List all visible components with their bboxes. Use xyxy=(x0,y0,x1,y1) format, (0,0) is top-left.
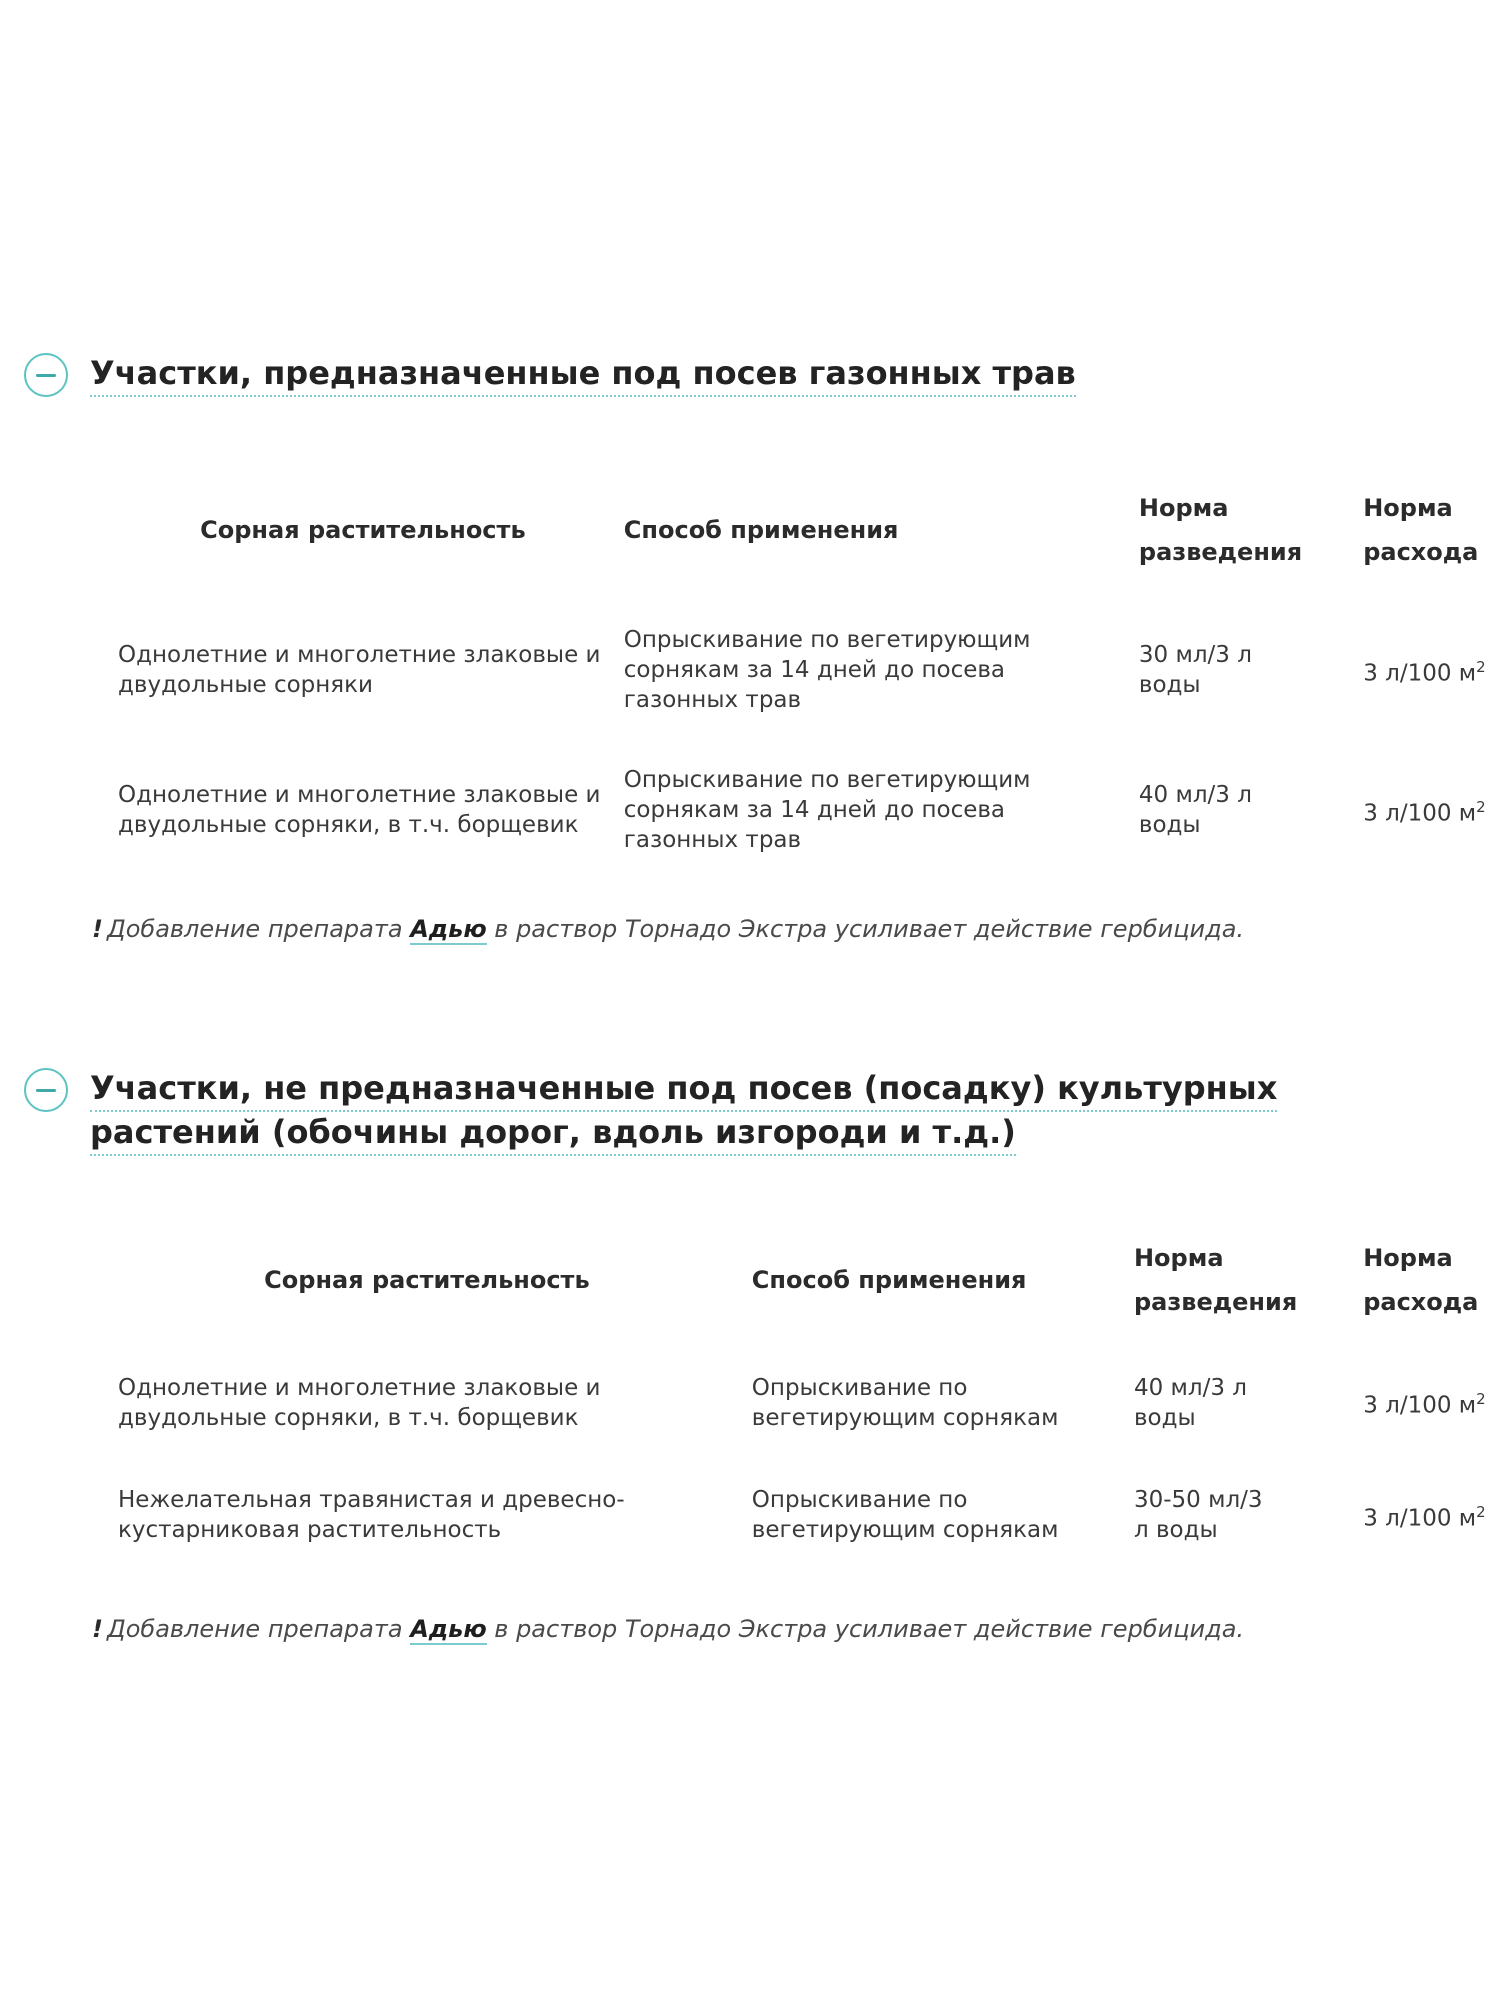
usage-table xyxy=(110,1215,1500,1570)
collapse-minus-icon[interactable] xyxy=(24,1068,68,1112)
table-row xyxy=(110,740,1500,880)
table-row xyxy=(110,600,1500,740)
cell-weeds: Однолетние и многолетние злаковые и двудольные сорняки xyxy=(118,642,601,698)
cell-rate: 3 л/100 $м^2$ xyxy=(1363,657,1486,687)
note-text: ! Добавление препарата Адью в раствор Торнадо Экстра усиливает действие гербицида. xyxy=(92,915,1245,943)
cell-rate: 3 л/100 $м^2$ xyxy=(1363,1390,1486,1419)
adyu-link[interactable]: Адью xyxy=(410,915,487,943)
cell-dilution: 30 мл/3 л воды xyxy=(1138,642,1252,698)
section-lawn-areas xyxy=(0,345,1500,943)
cell-dilution: 40 мл/3 л воды xyxy=(1138,782,1252,838)
adyu-link[interactable]: Адью xyxy=(410,1615,487,1643)
table-row xyxy=(110,1345,1500,1460)
cell-method: Опрыскивание по вегетирующим сорнякам за 14 дней до посева газонных трав xyxy=(623,767,1031,853)
cell-method: Опрыскивание по вегетирующим сорнякам xyxy=(751,1487,1059,1543)
cell-rate: 3 л/100 $м^2$ xyxy=(1363,797,1486,827)
column-header-method: Способ применения xyxy=(751,1266,1027,1294)
cell-dilution: 40 мл/3 л воды xyxy=(1133,1374,1247,1431)
exclamation-icon: ! xyxy=(92,915,103,943)
cell-weeds: Нежелательная травянистая и древесно-кустарниковая растительность xyxy=(118,1487,625,1543)
cell-weeds: Однолетние и многолетние злаковые и двудольные сорняки, в т.ч. борщевик xyxy=(118,782,601,838)
section-title: Участки, предназначенные под посев газонных трав xyxy=(90,351,1390,395)
cell-weeds: Однолетние и многолетние злаковые и двудольные сорняки, в т.ч. борщевик xyxy=(118,1374,601,1431)
column-header-dilution: Норма разведения xyxy=(1133,1244,1298,1316)
column-header-method: Способ применения xyxy=(623,516,899,544)
column-header-dilution: Норма разведения xyxy=(1138,494,1303,566)
cell-dilution: 30-50 мл/3 л воды xyxy=(1133,1487,1263,1543)
note-text: ! Добавление препарата Адью в раствор Торнадо Экстра усиливает действие гербицида. xyxy=(92,1615,1245,1643)
column-header-rate: Норма расхода xyxy=(1363,1244,1479,1316)
cell-method: Опрыскивание по вегетирующим сорнякам xyxy=(751,1374,1059,1431)
cell-rate: 3 л/100 $м^2$ xyxy=(1363,1502,1486,1532)
exclamation-icon: ! xyxy=(92,1615,103,1643)
section-header[interactable] xyxy=(0,1060,1500,1151)
cell-method: Опрыскивание по вегетирующим сорнякам за 14 дней до посева газонных трав xyxy=(623,627,1031,713)
usage-table xyxy=(110,460,1500,880)
section-non-crop-areas xyxy=(0,1060,1500,1643)
section-header[interactable] xyxy=(0,345,1500,405)
section-title: Участки, не предназначенные под посев (посадку) культурных растений (обочины дорог, вдоль изгороди и т.д.) xyxy=(90,1066,1350,1154)
collapse-minus-icon[interactable] xyxy=(24,353,68,397)
column-header-rate: Норма расхода xyxy=(1363,494,1479,566)
table-row xyxy=(110,1460,1500,1570)
column-header-weeds: Сорная растительность xyxy=(264,1266,590,1294)
column-header-weeds: Сорная растительность xyxy=(200,516,526,544)
